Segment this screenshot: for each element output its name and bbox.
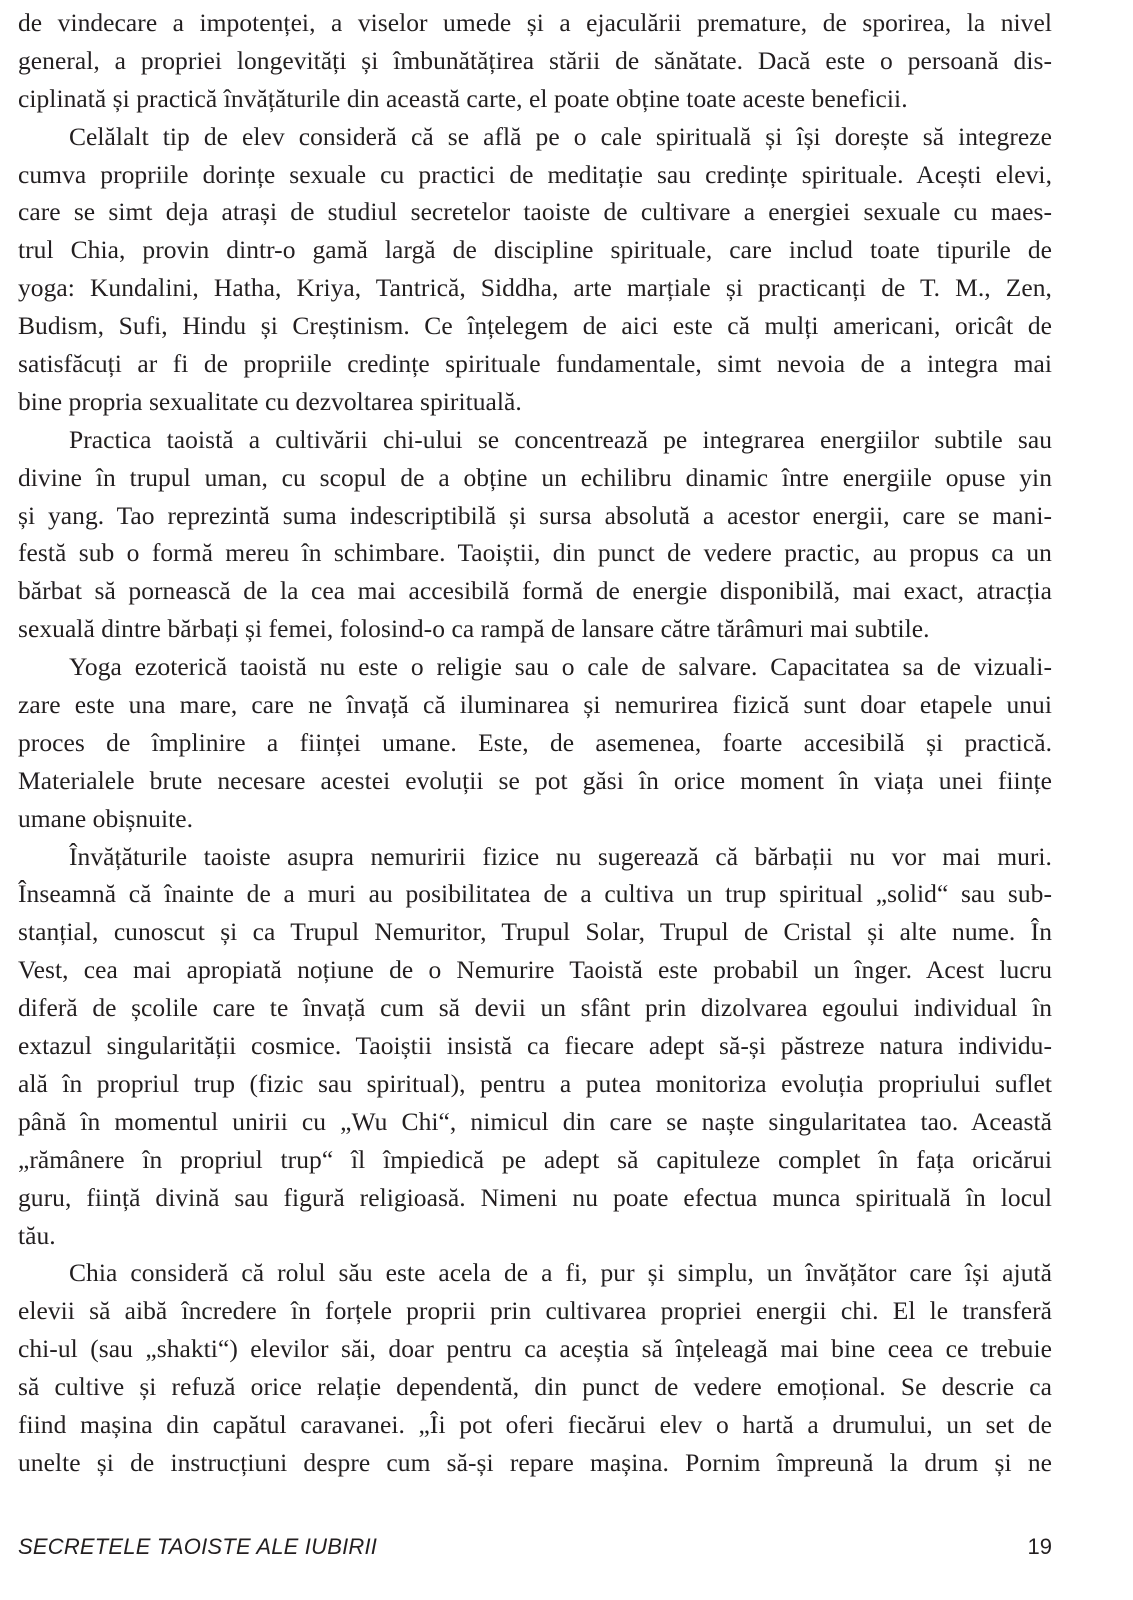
text-line: Înseamnă că înainte de a muri au posibilitatea de a cultiva un trup spiritual „solid“ sau sub- — [18, 879, 1052, 909]
paragraph — [18, 838, 1052, 1255]
text-line: până în momentul unirii cu „Wu Chi“, nimicul din care se naște singularitatea tao. Această — [18, 1106, 1052, 1136]
text-line: Materialele brute necesare acestei evoluții se pot găsi în orice moment în viața unei ființe — [18, 765, 1052, 795]
text-line: Chia consideră că rolul său este acela de a fi, pur și simplu, un învățător care își ajută — [69, 1258, 1052, 1288]
text-line: festă sub o formă mereu în schimbare. Taoiștii, din punct de vedere practic, au propus ca un — [18, 538, 1052, 568]
text-line: să cultive și refuză orice relație dependentă, din punct de vedere emoțional. Se descrie ca — [18, 1372, 1052, 1402]
text-line: Învățăturile taoiste asupra nemuririi fizice nu sugerează că bărbații nu vor mai muri. — [69, 841, 1052, 871]
text-line: Budism, Sufi, Hindu și Creștinism. Ce înțelegem de aici este că mulți americani, oricât de — [18, 311, 1052, 341]
text-line: umane obișnuite. — [18, 803, 194, 833]
text-line: unelte și de instrucțiuni despre cum să-și repare mașina. Pornim împreună la drum și ne — [18, 1447, 1052, 1477]
text-line: diferă de școlile care te învață cum să devii un sfânt prin dizolvarea egoului individual în — [18, 993, 1052, 1023]
text-line: guru, ființă divină sau figură religioasă. Nimeni nu poate efectua munca spirituală în locul — [18, 1182, 1052, 1212]
text-line: ciplinată și practică învățăturile din această carte, el poate obține toate aceste beneficii. — [18, 83, 908, 113]
text-line: sexuală dintre bărbați și femei, folosind-o ca rampă de lansare către tărâmuri mai subtile. — [18, 614, 930, 644]
text-line: și yang. Tao reprezintă suma indescriptibilă și sursa absolută a acestor energii, care se mani- — [18, 500, 1052, 530]
text-line: tău. — [18, 1220, 56, 1250]
page-body — [18, 4, 1052, 1482]
text-line: „rămânere în propriul trup“ îl împiedică pe adept să capituleze complet în fața oricărui — [18, 1144, 1052, 1174]
text-line: Yoga ezoterică taoistă nu este o religie sau o cale de salvare. Capacitatea sa de vizuali- — [69, 652, 1052, 682]
text-line: yoga: Kundalini, Hatha, Kriya, Tantrică, Siddha, arte marțiale și practicanți de T. M., Zen, — [18, 273, 1052, 303]
paragraph — [18, 4, 1052, 118]
text-line: Celălalt tip de elev consideră că se află pe o cale spirituală și își dorește să integreze — [69, 121, 1052, 151]
text-line: fiind mașina din capătul caravanei. „Îi pot oferi fiecărui elev o hartă a drumului, un set de — [18, 1409, 1052, 1439]
text-line: Vest, cea mai apropiată noțiune de o Nemurire Taoistă este probabil un înger. Acest lucru — [18, 955, 1052, 985]
text-line: bine propria sexualitate cu dezvoltarea spirituală. — [18, 386, 522, 416]
text-line: cumva propriile dorințe sexuale cu practici de meditație sau credințe spirituale. Acești elevi, — [18, 159, 1052, 189]
text-line: extazul singularității cosmice. Taoiștii insistă ca fiecare adept să-și păstreze natura individu- — [18, 1031, 1052, 1061]
page-number: 19 — [1027, 1534, 1052, 1559]
text-line: Practica taoistă a cultivării chi-ului se concentrează pe integrarea energiilor subtile sau — [69, 424, 1052, 454]
paragraph — [18, 648, 1052, 837]
text-line: stanțial, cunoscut și ca Trupul Nemuritor, Trupul Solar, Trupul de Cristal și alte nume. În — [18, 917, 1052, 947]
text-line: de vindecare a impotenței, a viselor umede și a ejaculării premature, de sporirea, la nivel — [18, 8, 1052, 37]
paragraph — [18, 1254, 1052, 1481]
page-footer — [18, 1534, 1052, 1566]
text-line: elevii să aibă încredere în forțele proprii prin cultivarea propriei energii chi. El le transferă — [18, 1296, 1052, 1326]
paragraph — [18, 421, 1052, 648]
paragraph — [18, 118, 1052, 421]
text-line: general, a propriei longevități și îmbunătățirea stării de sănătate. Dacă este o persoană dis- — [18, 45, 1052, 75]
text-line: chi-ul (sau „shakti“) elevilor săi, doar pentru ca aceștia să înțeleagă mai bine ceea ce trebuie — [18, 1334, 1052, 1364]
text-line: satisfăcuți ar fi de propriile credințe spirituale fundamentale, simt nevoia de a integra mai — [18, 349, 1052, 379]
running-footer-title: SECRETELE TAOISTE ALE IUBIRII — [18, 1534, 378, 1559]
text-line: bărbat să pornească de la cea mai accesibilă formă de energie disponibilă, mai exact, atracția — [18, 576, 1052, 606]
text-line: ală în propriul trup (fizic sau spiritual), pentru a putea monitoriza evoluția propriului suflet — [18, 1068, 1052, 1098]
text-line: proces de împlinire a ființei umane. Este, de asemenea, foarte accesibilă și practică. — [18, 727, 1052, 757]
text-line: trul Chia, provin dintr-o gamă largă de discipline spirituale, care includ toate tipurile de — [18, 235, 1052, 265]
text-line: care se simt deja atrași de studiul secretelor taoiste de cultivare a energiei sexuale cu maes- — [18, 197, 1052, 227]
text-line: divine în trupul uman, cu scopul de a obține un echilibru dinamic între energiile opuse yin — [18, 462, 1052, 492]
text-line: zare este una mare, care ne învață că iluminarea și nemurirea fizică sunt doar etapele unui — [18, 690, 1052, 720]
